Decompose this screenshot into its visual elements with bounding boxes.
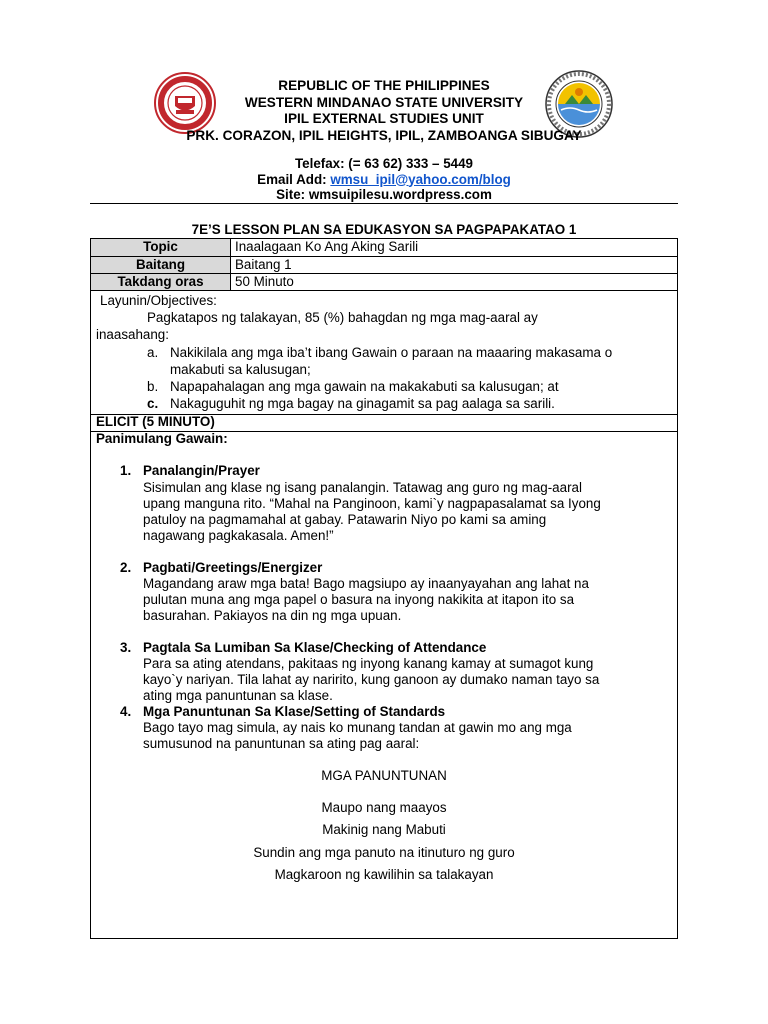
info-value: Baitang 1 (235, 257, 292, 272)
header-university: WESTERN MINDANAO STATE UNIVERSITY (244, 94, 524, 110)
objective-marker: a. (147, 345, 159, 360)
objectives-intro-cont: inaasahang: (96, 327, 169, 342)
step-text: sumusunod na panuntunan sa ating pag aaral: (143, 736, 420, 751)
rule-item: Maupo nang maayos (321, 800, 447, 815)
step-text: Magandang araw mga bata! Bago magsiupo ay inaanyayahan ang lahat na (143, 576, 589, 591)
step-text: Bago tayo mag simula, ay nais ko munang tandan at gawin mo ang mga (143, 720, 572, 735)
objective-item-cont: makabuti sa kalusugan; (170, 362, 311, 377)
step-number: 2. (120, 560, 132, 575)
rule-item: Makinig nang Mabuti (322, 822, 446, 837)
step-text: patuloy na pagmamahal at gabay. Patawarin Niyo po kami sa aming (143, 512, 547, 527)
step-text: kayo`y nariyan. Tila lahat ay naririto, kung ganoon ay dumako naman tayo sa (143, 672, 600, 687)
step-text: ating mga panuntunan sa klase. (143, 688, 333, 703)
info-label: Baitang (91, 257, 231, 273)
objective-marker: b. (147, 379, 159, 394)
objective-item: Napapahalagan ang mga gawain na makakabuti sa kalusugan; at (170, 379, 559, 394)
info-row-takdang-oras (91, 274, 677, 291)
objective-item: Nakaguguhit ng mga bagay na ginagamit sa pag aalaga sa sarili. (170, 396, 555, 411)
site-line: Site: wmsuipilesu.wordpress.com (276, 187, 492, 202)
header-unit: IPIL EXTERNAL STUDIES UNIT (284, 111, 484, 126)
info-value: 50 Minuto (235, 274, 294, 289)
header-divider (90, 203, 678, 204)
email-line (0, 172, 768, 188)
step-text: upang manguna rito. “Mahal na Panginoon, kami`y nagpapasalamat sa Iyong (143, 496, 601, 511)
step-title: Pagtala Sa Lumiban Sa Klase/Checking of Attendance (143, 640, 487, 655)
step-title: Panalangin/Prayer (143, 463, 260, 478)
institution-header (0, 78, 768, 144)
step-text: Sisimulan ang klase ng isang panalangin. Tatawag ang guro ng mag-aaral (143, 480, 582, 495)
step-text: basurahan. Pakiayos na din ng mga upuan. (143, 608, 402, 623)
step-text: nagawang pagkakasala. Amen!” (143, 528, 334, 543)
step-number: 1. (120, 463, 132, 478)
lesson-plan-title: 7E’S LESSON PLAN SA EDUKASYON SA PAGPAPAKATAO 1 (191, 222, 577, 237)
info-label: Takdang oras (91, 274, 231, 290)
info-label: Topic (91, 239, 231, 256)
step-title: Mga Panuntunan Sa Klase/Setting of Standards (143, 704, 446, 719)
rule-item: Sundin ang mga panuto na itinuturo ng guro (253, 845, 515, 860)
objectives-heading: Layunin/Objectives: (100, 293, 217, 308)
step-title: Pagbati/Greetings/Energizer (143, 560, 323, 575)
elicit-heading: ELICIT (5 MINUTO) (96, 414, 215, 429)
email-link[interactable]: wmsu_ipil@yahoo.com/blog (330, 171, 511, 187)
rule-item: Magkaroon ng kawilihin sa talakayan (274, 867, 494, 882)
step-number: 3. (120, 640, 132, 655)
panimulang-heading: Panimulang Gawain: (96, 431, 228, 446)
header-republic: REPUBLIC OF THE PHILIPPINES (278, 78, 490, 93)
contact-block (0, 156, 768, 203)
info-row-topic (91, 239, 677, 257)
step-text: Para sa ating atendans, pakitaas ng inyong kanang kamay at sumagot kung (143, 656, 594, 671)
objective-item: Nakikilala ang mga iba’t ibang Gawain o paraan na maaaring makasama o (170, 345, 613, 360)
step-number: 4. (120, 704, 132, 719)
telefax: Telefax: (= 63 62) 333 – 5449 (294, 156, 474, 171)
step-text: pulutan muna ang mga papel o basura na inyong nakikita at itapon ito sa (143, 592, 575, 607)
header-address: PRK. CORAZON, IPIL HEIGHTS, IPIL, ZAMBOANGA SIBUGAY (186, 127, 582, 143)
email-label: Email Add: (257, 171, 331, 187)
info-row-baitang (91, 257, 677, 274)
info-value: Inaalagaan Ko Ang Aking Sarili (235, 239, 419, 254)
rules-heading: MGA PANUNTUNAN (321, 768, 447, 783)
objectives-intro: Pagkatapos ng talakayan, 85 (%) bahagdan ng mga mag-aaral ay (147, 310, 538, 325)
objective-marker: c. (147, 396, 159, 411)
